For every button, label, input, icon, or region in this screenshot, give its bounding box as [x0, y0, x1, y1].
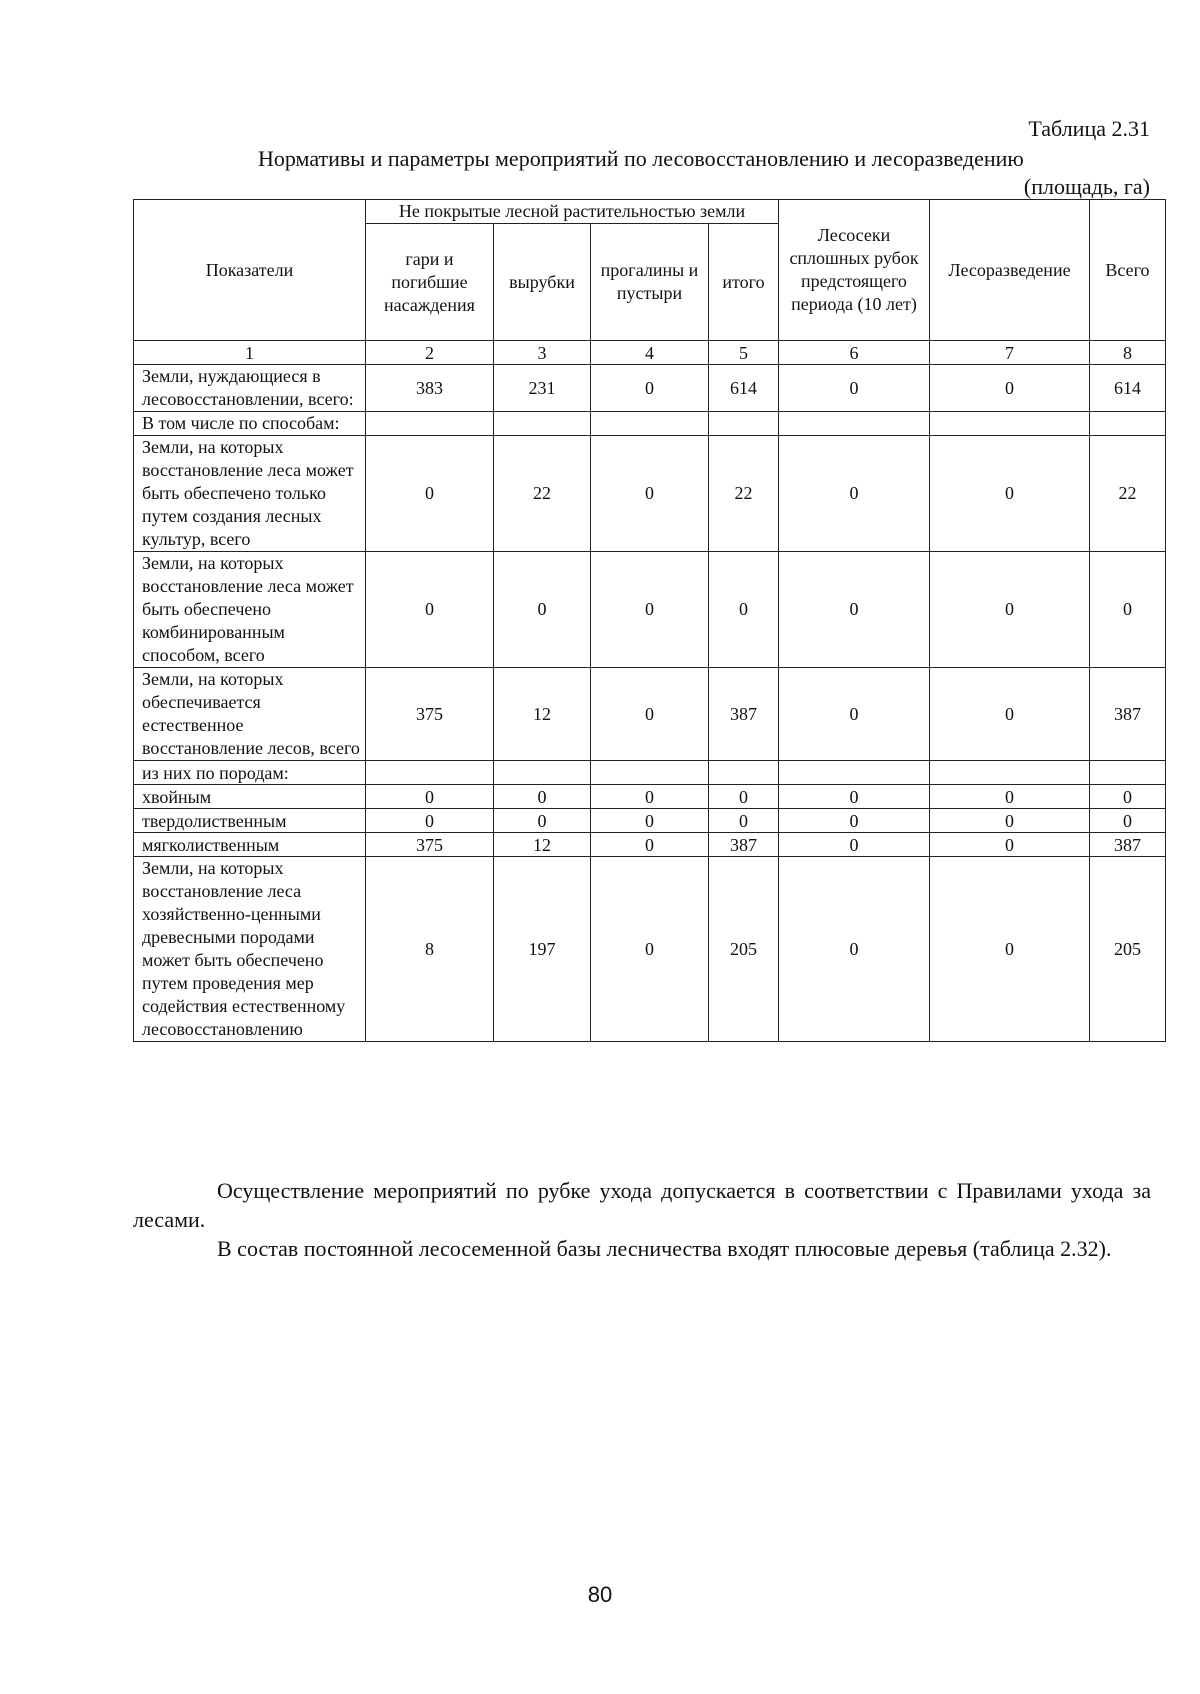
cell-value: 0	[591, 552, 709, 668]
cell-value	[494, 761, 591, 785]
table-row	[134, 761, 1166, 785]
cell-value: 387	[709, 668, 779, 761]
paragraph-text: В состав постоянной лесосеменной базы лесничества входят плюсовые деревья (таблица 2.32).	[217, 1236, 1112, 1261]
cell-value: 12	[494, 833, 591, 857]
table-row	[134, 365, 1166, 412]
cell-value: 205	[709, 857, 779, 1042]
row-label: твердолиственным	[134, 809, 366, 833]
cell-value: 0	[930, 552, 1090, 668]
cell-value: 0	[779, 785, 930, 809]
cell-value	[930, 412, 1090, 436]
row-label: Земли, на которых восстановление леса может быть обеспечено комбинированным способом, всего	[134, 552, 366, 668]
cell-value: 0	[591, 833, 709, 857]
cell-value: 0	[930, 785, 1090, 809]
cell-value: 0	[779, 857, 930, 1042]
cell-value: 0	[591, 785, 709, 809]
cell-value: 375	[366, 668, 494, 761]
table-title: Нормативы и параметры мероприятий по лесовосстановлению и лесоразведению	[258, 146, 1024, 171]
cell-value: 197	[494, 857, 591, 1042]
col-header-cutting-areas: Лесосеки сплошных рубок предстоящего периода (10 лет)	[779, 200, 930, 341]
cell-value: 0	[930, 809, 1090, 833]
cell-value: 0	[1090, 785, 1166, 809]
paragraph-thinning-rules	[133, 1176, 1151, 1234]
cell-value: 231	[494, 365, 591, 412]
cell-value: 22	[709, 436, 779, 552]
col-header-clearings: вырубки	[494, 224, 591, 341]
col-number: 7	[930, 341, 1090, 365]
cell-value: 387	[1090, 668, 1166, 761]
cell-value: 0	[779, 668, 930, 761]
table-row	[134, 857, 1166, 1042]
page-number: 80	[587, 1582, 613, 1607]
col-header-subtotal: итого	[709, 224, 779, 341]
cell-value: 0	[779, 436, 930, 552]
cell-value	[366, 761, 494, 785]
cell-value: 0	[494, 552, 591, 668]
row-label: Земли, на которых обеспечивается естественное восстановление лесов, всего	[134, 668, 366, 761]
cell-value: 0	[591, 857, 709, 1042]
table-row	[134, 436, 1166, 552]
cell-value: 0	[779, 809, 930, 833]
cell-value: 22	[494, 436, 591, 552]
cell-value: 614	[1090, 365, 1166, 412]
cell-value: 387	[1090, 833, 1166, 857]
cell-value: 0	[709, 809, 779, 833]
row-label: Земли, на которых восстановление леса может быть обеспечено только путем создания лесных культур, всего	[134, 436, 366, 552]
col-header-afforestation: Лесоразведение	[930, 200, 1090, 341]
cell-value: 0	[591, 436, 709, 552]
cell-value: 0	[591, 668, 709, 761]
cell-value: 0	[779, 552, 930, 668]
cell-value: 0	[779, 833, 930, 857]
cell-value: 375	[366, 833, 494, 857]
table-row	[134, 785, 1166, 809]
reforestation-table	[133, 199, 1166, 1042]
col-number: 4	[591, 341, 709, 365]
cell-value: 0	[779, 365, 930, 412]
col-header-indicators: Показатели	[134, 200, 366, 341]
cell-value	[1090, 761, 1166, 785]
row-label: Земли, на которых восстановление леса хозяйственно-ценными древесными породами может быть обеспечено путем проведения мер содействия естественному лесовосстановлению	[134, 857, 366, 1042]
cell-value: 22	[1090, 436, 1166, 552]
cell-value	[1090, 412, 1166, 436]
cell-value	[591, 761, 709, 785]
cell-value: 0	[366, 809, 494, 833]
cell-value: 383	[366, 365, 494, 412]
paragraph-seed-base	[133, 1234, 1151, 1263]
cell-value: 0	[494, 809, 591, 833]
cell-value: 205	[1090, 857, 1166, 1042]
cell-value: 614	[709, 365, 779, 412]
table-row	[134, 833, 1166, 857]
col-number: 6	[779, 341, 930, 365]
cell-value	[709, 761, 779, 785]
cell-value: 0	[709, 552, 779, 668]
col-number: 8	[1090, 341, 1166, 365]
col-number: 1	[134, 341, 366, 365]
cell-value: 0	[930, 857, 1090, 1042]
row-label: В том числе по способам:	[134, 412, 366, 436]
cell-value: 0	[366, 552, 494, 668]
column-numbers-row	[134, 341, 1166, 365]
row-label: хвойным	[134, 785, 366, 809]
table-row	[134, 412, 1166, 436]
cell-value	[779, 761, 930, 785]
table-number: Таблица 2.31	[1028, 116, 1150, 141]
cell-value: 0	[366, 436, 494, 552]
cell-value: 0	[366, 785, 494, 809]
cell-value	[930, 761, 1090, 785]
table-row	[134, 552, 1166, 668]
cell-value: 0	[591, 365, 709, 412]
row-label: Земли, нуждающиеся в лесовосстановлении, всего:	[134, 365, 366, 412]
cell-value: 0	[494, 785, 591, 809]
cell-value: 0	[709, 785, 779, 809]
cell-value: 0	[1090, 809, 1166, 833]
cell-value	[709, 412, 779, 436]
row-label: из них по породам:	[134, 761, 366, 785]
row-label: мягколиственным	[134, 833, 366, 857]
cell-value: 0	[1090, 552, 1166, 668]
cell-value	[591, 412, 709, 436]
table-units: (площадь, га)	[1023, 174, 1150, 199]
col-number: 5	[709, 341, 779, 365]
group-header-unforested-lands: Не покрытые лесной растительностью земли	[366, 200, 779, 224]
table-row	[134, 668, 1166, 761]
cell-value: 12	[494, 668, 591, 761]
table-row	[134, 809, 1166, 833]
cell-value	[366, 412, 494, 436]
col-header-burns: гари и погибшие насаждения	[366, 224, 494, 341]
paragraph-text: Осуществление мероприятий по рубке ухода допускается в соответствии с Правилами ухода за лесами.	[133, 1178, 1151, 1232]
cell-value: 0	[930, 833, 1090, 857]
cell-value	[494, 412, 591, 436]
col-header-total: Всего	[1090, 200, 1166, 341]
cell-value: 8	[366, 857, 494, 1042]
col-number: 2	[366, 341, 494, 365]
col-number: 3	[494, 341, 591, 365]
cell-value: 0	[930, 436, 1090, 552]
cell-value: 0	[930, 668, 1090, 761]
col-header-glades: прогалины и пустыри	[591, 224, 709, 341]
cell-value: 0	[930, 365, 1090, 412]
cell-value: 0	[591, 809, 709, 833]
cell-value: 387	[709, 833, 779, 857]
cell-value	[779, 412, 930, 436]
